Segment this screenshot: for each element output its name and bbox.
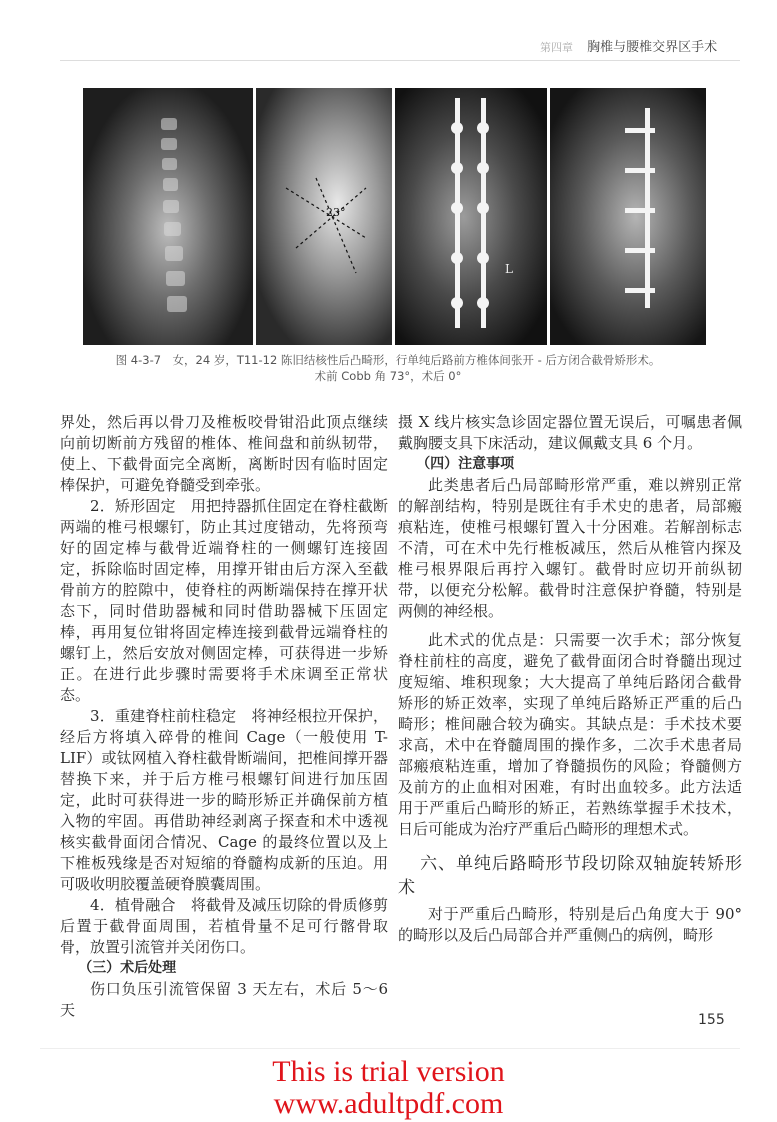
paragraph: 界处，然后再以骨刀及椎板咬骨钳沿此顶点继续向前切断前方残留的椎体、椎间盘和前纵韧带，使上、下截骨面完全离断，离断时因有临时固定棒保护，可避免脊髓受到牵张。 [60, 413, 388, 494]
paragraph: 2．矫形固定 用把持器抓住固定在脊柱截断两端的椎弓根螺钉，防止其过度错动，先将预弯好的固定棒与截骨近端脊柱的一侧螺钉连接固定，拆除临时固定棒，用撑开钳由后方深入至截骨前方的腔隙中，使脊柱的两断端保持在撑开状态下，同时借助器械和同时借助器械下压固定棒，再用复位钳将固定棒连接到截骨远端脊柱的螺钉上，然后安放对侧固定棒，可获得进一步矫正。在进行此步骤时需要将手术床调至正常状态。 [60, 497, 388, 704]
running-header [540, 36, 717, 55]
left-text-column [60, 412, 388, 1021]
paragraph: 此类患者后凸局部畸形常严重，难以辨别正常的解剖结构，特别是既往有手术史的患者，局部瘢痕粘连，使椎弓根螺钉置入十分困难。若解剖标志不清，可在术中先行椎板减压，然后从椎管内探及椎弓根界限后再拧入螺钉。截骨时应切开前纵韧带，以便充分松解。截骨时注意保护脊髓，特别是两侧的神经根。 [398, 476, 742, 620]
xray-image-preop-lateral [256, 88, 392, 345]
chapter-label: 第四章 [540, 41, 573, 54]
paragraph: 4．植骨融合 将截骨及减压切除的骨质修剪后置于截骨面周围，若植骨量不足可行髂骨取骨，放置引流管并关闭伤口。 [60, 896, 388, 956]
xray-image-postop-lateral [550, 88, 706, 345]
chapter-title: 胸椎与腰椎交界区手术 [587, 40, 718, 55]
figure-xray-panels [83, 88, 709, 345]
header-rule [60, 60, 740, 61]
footer-rule [40, 1048, 740, 1049]
paragraph: 此术式的优点是：只需要一次手术；部分恢复脊柱前柱的高度，避免了截骨面闭合时脊髓出现过度短缩、堆积现象；大大提高了单纯后路闭合截骨矫形的矫正效率，实现了单纯后路矫正严重的后凸畸形；椎间融合较为确实。其缺点是：手术技术要求高，术中在脊髓周围的操作多，二次手术患者局部瘢痕粘连重，增加了脊髓损伤的风险；脊髓侧方及前方的止血相对困难，有时出血较多。此方法适用于严重后凸畸形的矫正，若熟练掌握手术技术，日后可能成为治疗严重后凸畸形的理想术式。 [398, 631, 742, 838]
subheading-notes: （四）注意事项 [416, 456, 515, 472]
side-marker-label: L [505, 262, 513, 276]
paragraph: 对于严重后凸畸形，特别是后凸角度大于 90°的畸形以及后凸局部合并严重侧凸的病例，畸形 [398, 905, 742, 944]
subheading-postop: （三）术后处理 [78, 960, 177, 976]
page-number: 155 [698, 1012, 725, 1028]
watermark-url[interactable]: www.adultpdf.com [273, 1087, 504, 1120]
cobb-angle-label: 23° [326, 206, 346, 219]
paragraph: 摄 X 线片核实急诊固定器位置无误后，可嘱患者佩戴胸腰支具下床活动，建议佩戴支具 6 个月。 [398, 413, 742, 452]
watermark-line-1: This is trial version [272, 1055, 505, 1088]
paragraph: 3．重建脊柱前柱稳定 将神经根拉开保护，经后方将填入碎骨的椎间 Cage（一般使用 T-LIF）或钛网植入脊柱截骨断端间，把椎间撑开器替换下来，并于后方椎弓根螺钉间进行加压固定，此时可获得进一步的畸形矫正并确保前方植入物的牢固。再借助神经剥离子探查和术中透视核实截骨面闭合情况、Cage 的最终位置以及上下椎板残缘是否对短缩的脊髓构成新的压迫。用可吸收明胶覆盖硬脊膜囊周围。 [60, 707, 388, 893]
caption-line-1: 图 4-3-7 女，24 岁，T11-12 陈旧结核性后凸畸形，行单纯后路前方椎体间张开 - 后方闭合截骨矫形术。 [115, 353, 661, 367]
xray-image-preop-ap [83, 88, 253, 345]
xray-image-postop-ap [395, 88, 547, 345]
caption-line-2: 术前 Cobb 角 73°，术后 0° [314, 369, 462, 383]
paragraph: 伤口负压引流管保留 3 天左右，术后 5～6 天 [60, 980, 388, 1019]
right-text-column [398, 412, 742, 946]
section-heading-6: 六、单纯后路畸形节段切除双轴旋转矫形术 [398, 854, 742, 898]
figure-caption [48, 352, 728, 384]
